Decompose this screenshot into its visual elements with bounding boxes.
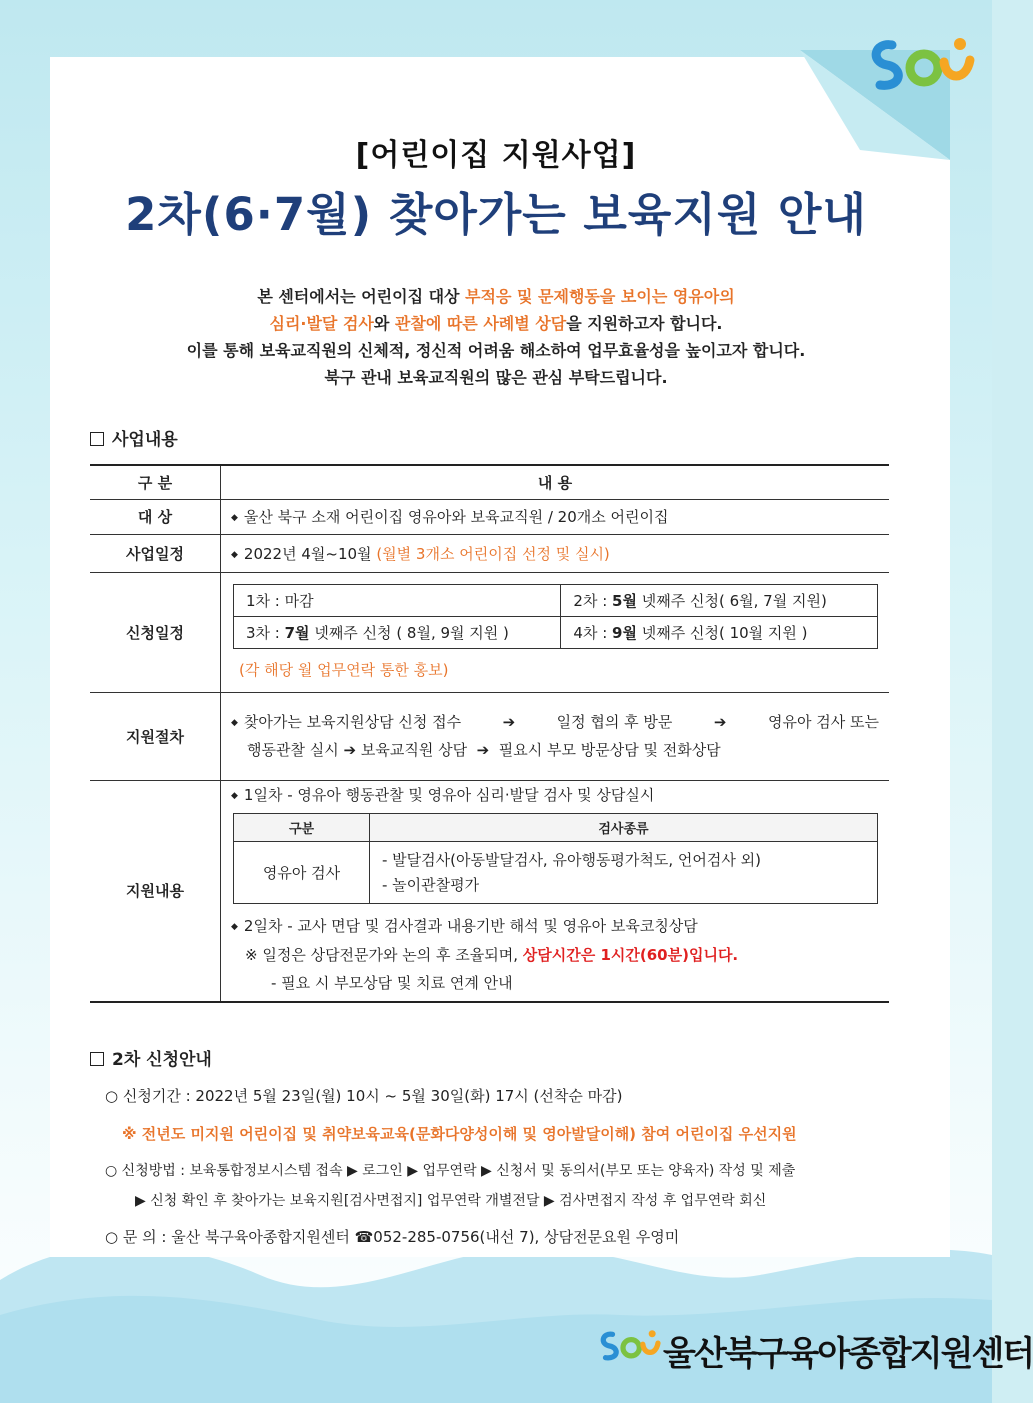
apply-cell: 1차 : 마감 [234, 585, 561, 617]
apply-cell: 3차 : 7월 넷째주 신청 ( 8월, 9월 지원 ) [234, 617, 561, 649]
intro-line: 이를 통해 보육교직원의 신체적, 정신적 어려움 해소하여 업무효율성을 높이고자 합니다. [186, 341, 806, 360]
row-label-apply: 신청일정 [90, 572, 221, 692]
apply-period: ○ 신청기간 : 2022년 5월 23일(월) 10시 ~ 5월 30일(화) 17시 (선착순 마감) [105, 1087, 623, 1105]
test-types-table [233, 813, 878, 904]
checkbox-square-icon [90, 1052, 104, 1066]
table-row [90, 572, 889, 692]
arrow-right-icon: ➔ [713, 712, 727, 731]
test-item: - 놀이관찰평가 [382, 875, 480, 894]
row-content-target [221, 499, 890, 534]
bracket-title: [어린이집 지원사업] [355, 138, 637, 173]
note-text: - 필요 시 부모상담 및 치료 연계 안내 [271, 974, 513, 993]
table-row [90, 692, 889, 780]
table-row [90, 780, 889, 1002]
org-name: 울산북구육아종합지원센터 [663, 1334, 1033, 1374]
table-row [90, 465, 889, 499]
row-label-support: 지원내용 [90, 780, 221, 1002]
table-row [90, 499, 889, 534]
table-row [234, 814, 878, 842]
diamond-bullet-icon: ◆ [231, 791, 238, 802]
intro-text: 와 [373, 314, 395, 333]
procedure-step: 영유아 검사 또는 [768, 712, 879, 731]
procedure-step: 보육교직원 상담 [360, 740, 468, 759]
row-content-procedure [221, 692, 890, 780]
apply-schedule-table [233, 584, 878, 649]
day2-text: 2일차 - 교사 면담 및 검사결과 내용기반 해석 및 영유아 보육코칭상담 [243, 917, 698, 936]
table-row [234, 842, 878, 904]
target-text: 울산 북구 소재 어린이집 영유아와 보육교직원 / 20개소 어린이집 [243, 508, 669, 526]
row-label-procedure: 지원절차 [90, 692, 221, 780]
row-content-schedule [221, 534, 890, 572]
row-label-schedule: 사업일정 [90, 534, 221, 572]
procedure-step: 일정 협의 후 방문 [556, 712, 673, 731]
sub-header-cell: 구분 [234, 814, 370, 842]
row-content-support [221, 780, 890, 1002]
header-cell-label: 구 분 [90, 465, 221, 499]
note-highlight: 상담시간은 1시간(60분)입니다. [522, 946, 739, 965]
schedule-text: 2022년 4월~10월 [243, 544, 372, 563]
row-label-target: 대 상 [90, 499, 221, 534]
diamond-bullet-icon: ◆ [231, 717, 238, 728]
intro-text: 본 센터에서는 어린이집 대상 [257, 287, 466, 306]
apply-cell: 2차 : 5월 넷째주 신청( 6월, 7월 지원) [561, 585, 878, 617]
row-content-apply [221, 572, 890, 692]
arrow-right-icon: ➔ [502, 712, 516, 731]
apply-method-line2: ▶ 신청 확인 후 찾아가는 보육지원[검사면접지] 업무연락 개별전달 ▶ 검사면접지 작성 후 업무연락 회신 [135, 1193, 767, 1209]
business-content-table [90, 464, 889, 1003]
section-title: 사업내용 [112, 430, 178, 450]
arrow-right-icon: ➔ [343, 740, 357, 759]
sub-row-content [370, 842, 878, 904]
schedule-note: (월별 3개소 어린이집 선정 및 실시) [376, 544, 610, 563]
footer-logo [595, 1318, 1033, 1378]
section-heading [90, 425, 178, 450]
intro-paragraph [60, 283, 932, 391]
checkbox-square-icon [90, 432, 104, 446]
diamond-bullet-icon: ◆ [231, 922, 238, 933]
priority-note: ※ 전년도 미지원 어린이집 및 취약보육교육(문화다양성이해 및 영아발달이해) 참여 어린이집 우선지원 [122, 1125, 797, 1143]
intro-highlight: 관찰에 따른 사례별 상담 [394, 314, 567, 333]
arrow-right-icon: ➔ [476, 740, 490, 759]
table-row [234, 585, 878, 617]
intro-highlight: 부적응 및 문제행동을 보이는 영유아의 [465, 287, 735, 306]
sub-header-cell: 검사종류 [370, 814, 878, 842]
diamond-bullet-icon: ◆ [231, 513, 238, 523]
section-title: 2차 신청안내 [112, 1050, 212, 1070]
procedure-step: 찾아가는 보육지원상담 신청 접수 [243, 712, 462, 731]
header-cell-content: 내 용 [537, 473, 573, 492]
table-row [90, 534, 889, 572]
diamond-bullet-icon: ◆ [231, 549, 238, 560]
intro-highlight: 심리·발달 검사 [269, 314, 374, 333]
apply-cell: 4차 : 9월 넷째주 신청( 10월 지원 ) [561, 617, 878, 649]
intro-text: 을 지원하고자 합니다. [566, 314, 723, 333]
contact-info: ○ 문 의 : 울산 북구육아종합지원센터 ☎052-285-0756(내선 7), 상담전문요원 우영미 [105, 1228, 680, 1246]
section-heading [90, 1045, 212, 1070]
day1-text: 1일차 - 영유아 행동관찰 및 영유아 심리·발달 검사 및 상담실시 [243, 786, 655, 805]
note-text: ※ 일정은 상담전문가와 논의 후 조율되며, [245, 946, 523, 965]
center-logo-icon [862, 30, 982, 100]
table-row [234, 617, 878, 649]
center-logo-icon [595, 1320, 665, 1372]
procedure-step: 행동관찰 실시 [247, 740, 339, 759]
main-title: 2차(6·7월) 찾아가는 보육지원 안내 [125, 188, 867, 241]
test-item: - 발달검사(아동발달검사, 유아행동평가척도, 언어검사 외) [382, 850, 761, 869]
sub-row-label: 영유아 검사 [234, 842, 370, 904]
intro-line: 북구 관내 보육교직원의 많은 관심 부탁드립니다. [324, 368, 668, 387]
apply-note: (각 해당 월 업무연락 통한 홍보) [239, 661, 449, 679]
procedure-step: 필요시 부모 방문상담 및 전화상담 [498, 740, 721, 759]
apply-method-line1: ○ 신청방법 : 보육통합정보시스템 접속 ▶ 로그인 ▶ 업무연락 ▶ 신청서 및 동의서(부모 또는 양육자) 작성 및 제출 [105, 1163, 796, 1179]
